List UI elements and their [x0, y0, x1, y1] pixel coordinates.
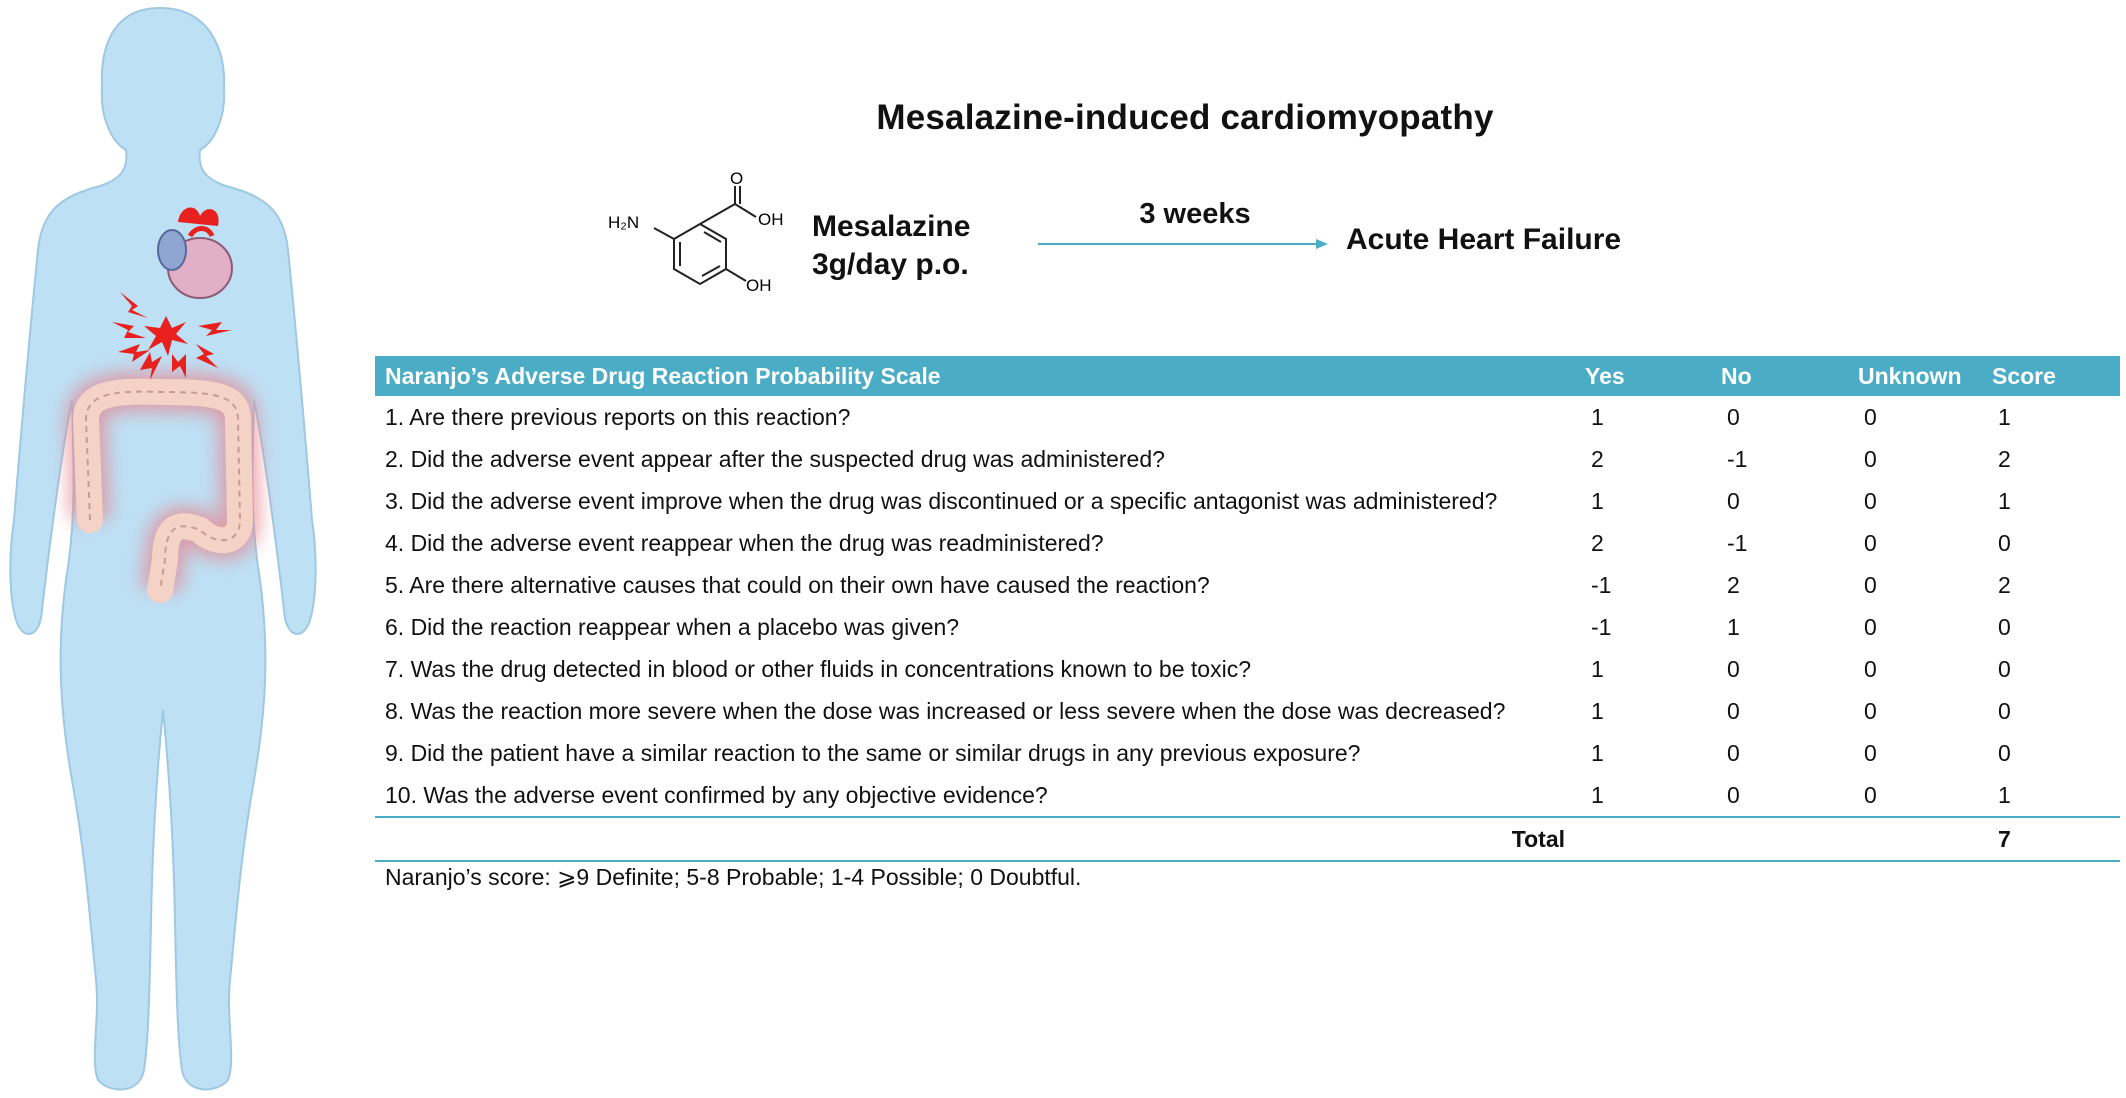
- table-row: [375, 396, 2120, 438]
- arrow-right-icon: [1038, 236, 1328, 252]
- table-row: [375, 690, 2120, 732]
- no-cell: -1: [1727, 530, 1748, 556]
- question-cell: 9. Did the patient have a similar reaction to the same or similar drugs in any previous exposure?: [385, 740, 1361, 766]
- score-cell: 0: [1998, 656, 2011, 682]
- body-figure-illustration: [0, 0, 330, 1098]
- yes-cell: 2: [1591, 446, 1604, 472]
- score-cell: 1: [1998, 782, 2011, 808]
- phenol-label: OH: [746, 276, 772, 295]
- header-unknown: Unknown: [1858, 363, 1962, 389]
- question-cell: 10. Was the adverse event confirmed by any objective evidence?: [385, 782, 1048, 808]
- mesalazine-structure: [600, 169, 800, 300]
- unknown-cell: 0: [1864, 488, 1877, 514]
- unknown-cell: 0: [1864, 656, 1877, 682]
- table-row: [375, 774, 2120, 818]
- yes-cell: -1: [1591, 572, 1612, 598]
- table-row: [375, 480, 2120, 522]
- yes-cell: 1: [1591, 782, 1604, 808]
- table-header-row: [375, 356, 2120, 396]
- header-no: No: [1721, 363, 1752, 389]
- table-row: [375, 648, 2120, 690]
- unknown-cell: 0: [1864, 698, 1877, 724]
- no-cell: 0: [1727, 698, 1740, 724]
- total-score: 7: [1998, 826, 2011, 852]
- yes-cell: 1: [1591, 698, 1604, 724]
- score-cell: 0: [1998, 614, 2011, 640]
- question-cell: 2. Did the adverse event appear after the suspected drug was administered?: [385, 446, 1165, 472]
- no-cell: 0: [1727, 782, 1740, 808]
- no-cell: 0: [1727, 656, 1740, 682]
- total-label: Total: [1511, 826, 1565, 852]
- table-row: [375, 564, 2120, 606]
- unknown-cell: 0: [1864, 404, 1877, 430]
- drug-name: Mesalazine: [812, 210, 971, 243]
- carbonyl-oxygen-label: O: [730, 169, 744, 188]
- header-yes: Yes: [1585, 363, 1625, 389]
- yes-cell: 1: [1591, 488, 1604, 514]
- table-row: [375, 732, 2120, 774]
- question-cell: 8. Was the reaction more severe when the dose was increased or less severe when the dose was decreased?: [385, 698, 1506, 724]
- total-row: [375, 818, 2120, 862]
- score-cell: 1: [1998, 488, 2011, 514]
- table-row: [375, 606, 2120, 648]
- yes-cell: 2: [1591, 530, 1604, 556]
- question-cell: 5. Are there alternative causes that could on their own have caused the reaction?: [385, 572, 1210, 598]
- question-cell: 3. Did the adverse event improve when the drug was discontinued or a specific antagonist was administered?: [385, 488, 1498, 514]
- header-score: Score: [1992, 363, 2056, 389]
- no-cell: 1: [1727, 614, 1740, 640]
- no-cell: -1: [1727, 446, 1748, 472]
- header-scale: Naranjo’s Adverse Drug Reaction Probability Scale: [385, 363, 941, 389]
- hydroxyl-label: OH: [758, 210, 784, 229]
- benzene-ring: [654, 186, 756, 284]
- unknown-cell: 0: [1864, 614, 1877, 640]
- yes-cell: 1: [1591, 404, 1604, 430]
- unknown-cell: 0: [1864, 740, 1877, 766]
- yes-cell: 1: [1591, 656, 1604, 682]
- question-cell: 4. Did the adverse event reappear when the drug was readministered?: [385, 530, 1104, 556]
- question-cell: 6. Did the reaction reappear when a placebo was given?: [385, 614, 960, 640]
- duration-label: 3 weeks: [1139, 198, 1251, 230]
- table-row: [375, 522, 2120, 564]
- no-cell: 0: [1727, 488, 1740, 514]
- question-cell: 1. Are there previous reports on this reaction?: [385, 404, 851, 430]
- no-cell: 0: [1727, 740, 1740, 766]
- table-row: [375, 438, 2120, 480]
- yes-cell: -1: [1591, 614, 1612, 640]
- score-legend-note: Naranjo’s score: ⩾9 Definite; 5-8 Probable; 1-4 Possible; 0 Doubtful.: [385, 864, 1082, 890]
- unknown-cell: 0: [1864, 530, 1877, 556]
- question-cell: 7. Was the drug detected in blood or other fluids in concentrations known to be toxic?: [385, 656, 1251, 682]
- outcome-label: Acute Heart Failure: [1346, 223, 1622, 256]
- unknown-cell: 0: [1864, 446, 1877, 472]
- score-cell: 2: [1998, 446, 2011, 472]
- no-cell: 0: [1727, 404, 1740, 430]
- naranjo-table: [375, 356, 2120, 862]
- figure-title: Mesalazine-induced cardiomyopathy: [876, 98, 1494, 137]
- amine-label: H₂N: [608, 213, 640, 232]
- score-cell: 2: [1998, 572, 2011, 598]
- drug-dose-label: [812, 208, 970, 284]
- no-cell: 2: [1727, 572, 1740, 598]
- unknown-cell: 0: [1864, 572, 1877, 598]
- score-cell: 0: [1998, 740, 2011, 766]
- score-cell: 0: [1998, 698, 2011, 724]
- drug-dose: 3g/day p.o.: [812, 248, 969, 281]
- score-cell: 1: [1998, 404, 2011, 430]
- score-cell: 0: [1998, 530, 2011, 556]
- unknown-cell: 0: [1864, 782, 1877, 808]
- yes-cell: 1: [1591, 740, 1604, 766]
